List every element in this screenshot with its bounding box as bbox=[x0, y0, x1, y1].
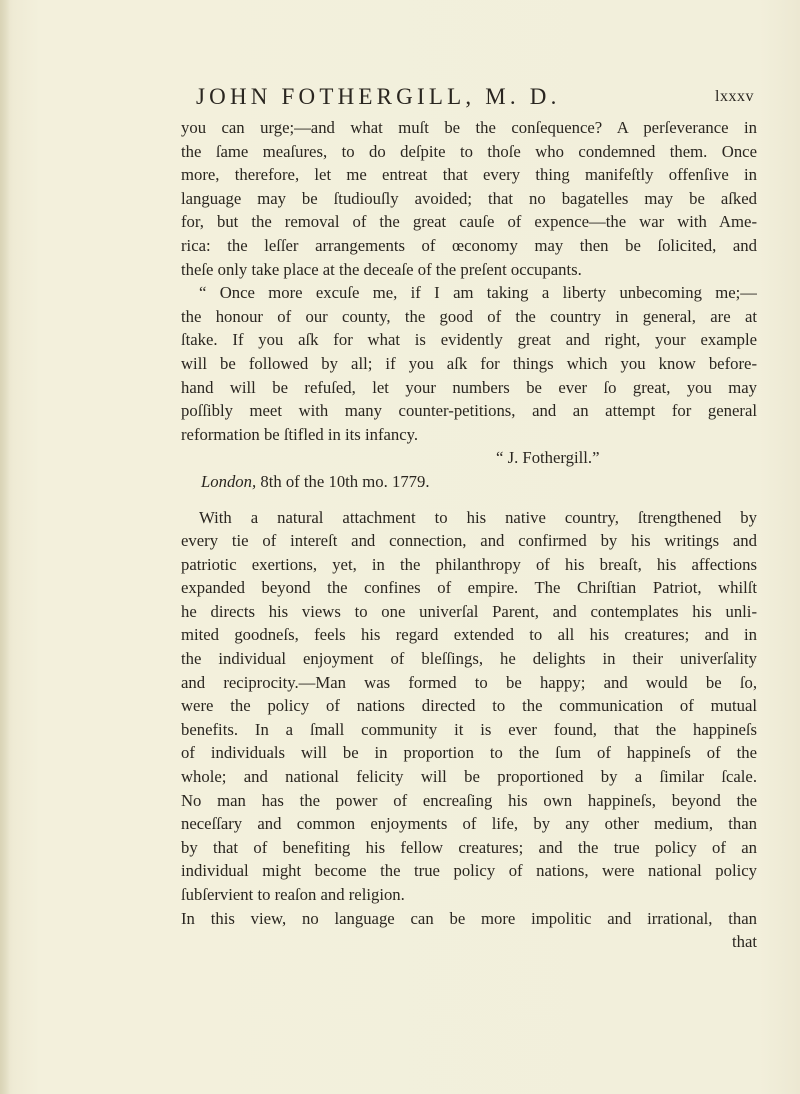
text-line: rica: the leſſer arrangements of œconomy may then be ſolicited, and bbox=[181, 235, 757, 255]
text-line: you can urge;—and what muſt be the conſequence? A perſeverance in bbox=[181, 118, 757, 137]
text-line: every tie of intereſt and connection, and confirmed by his writings and bbox=[181, 531, 757, 551]
text-line: the honour of our county, the good of the country in general, are at bbox=[181, 306, 757, 326]
text-line: more, therefore, let me entreat that every thing manifeſtly offenſive in bbox=[181, 165, 757, 185]
text-line: he directs his views to one univerſal Parent, and contemplates his unli- bbox=[181, 601, 757, 621]
text-line: individual might become the true policy of nations, were national policy bbox=[181, 861, 757, 881]
dateline-date: 8th of the 10th mo. 1779. bbox=[260, 471, 430, 491]
text-line: mited goodneſs, feels his regard extended to all his creatures; and in bbox=[181, 625, 757, 645]
paragraph-1 bbox=[181, 116, 757, 281]
text-line: neceſſary and common enjoyments of life, by any other medium, than bbox=[181, 814, 757, 834]
text-line: language may be ſtudiouſly avoided; that no bagatelles may be aſked bbox=[181, 188, 757, 208]
paragraph-2 bbox=[181, 281, 757, 446]
text-line: benefits. In a ſmall community it is ever found, that the happineſs bbox=[181, 719, 757, 739]
text-line: With a natural attachment to his native country, ſtrengthened by bbox=[199, 507, 757, 527]
text-line: theſe only take place at the deceaſe of the preſent occupants. bbox=[181, 259, 582, 279]
text-line: were the policy of nations directed to the communication of mutual bbox=[181, 696, 757, 716]
running-head bbox=[196, 84, 754, 114]
page-number: lxxxv bbox=[715, 88, 754, 105]
text-line: whole; and national felicity will be proportioned by a ſimilar ſcale. bbox=[181, 767, 757, 787]
text-line: ſtake. If you aſk for what is evidently great and right, your example bbox=[181, 330, 757, 350]
letter-dateline bbox=[181, 470, 757, 494]
text-line: and reciprocity.—Man was formed to be happy; and would be ſo, bbox=[181, 672, 757, 692]
running-head-title: JOHN FOTHERGILL, M. D. bbox=[196, 84, 561, 109]
text-line: No man has the power of encreaſing his own happineſs, beyond the bbox=[181, 790, 757, 810]
text-line: expanded beyond the confines of empire. The Chriſtian Patriot, whilſt bbox=[181, 578, 757, 598]
text-line: patriotic exertions, yet, in the philanthropy of his breaſt, his affections bbox=[181, 554, 757, 574]
paragraph-4 bbox=[181, 907, 757, 931]
text-line: for, but the removal of the great cauſe of expence—the war with Ame- bbox=[181, 212, 757, 232]
text-line: will be followed by all; if you aſk for things which you know before- bbox=[181, 353, 757, 373]
catchword: that bbox=[731, 932, 757, 952]
text-line: by that of benefiting his fellow creatures; and the true policy of an bbox=[181, 837, 757, 857]
text-line: reformation be ſtifled in its infancy. bbox=[181, 424, 419, 444]
text-line: “ Once more excuſe me, if I am taking a liberty unbecoming me;— bbox=[199, 283, 757, 303]
dateline-place: London, bbox=[201, 471, 257, 491]
text-line: poſſibly meet with many counter-petitions, and an attempt for general bbox=[181, 401, 757, 421]
text-line: In this view, no language can be more impolitic and irrational, than bbox=[181, 908, 757, 928]
text-line: ſubſervient to reaſon and religion. bbox=[181, 885, 405, 904]
text-line: the ſame meaſures, to do deſpite to thoſe who condemned them. Once bbox=[181, 141, 757, 161]
paragraph-3 bbox=[181, 506, 757, 907]
text-line: of individuals will be in proportion to the ſum of happineſs of the bbox=[181, 743, 757, 763]
body-text bbox=[181, 116, 757, 954]
text-line: hand will be refuſed, let your numbers be ever ſo great, you may bbox=[181, 377, 757, 397]
letter-signature: “ J. Fothergill.” bbox=[496, 448, 600, 468]
binding-shadow bbox=[0, 0, 10, 1094]
text-line: the individual enjoyment of bleſſings, he delights in their univerſality bbox=[181, 649, 757, 669]
paragraph-gap bbox=[181, 494, 757, 506]
